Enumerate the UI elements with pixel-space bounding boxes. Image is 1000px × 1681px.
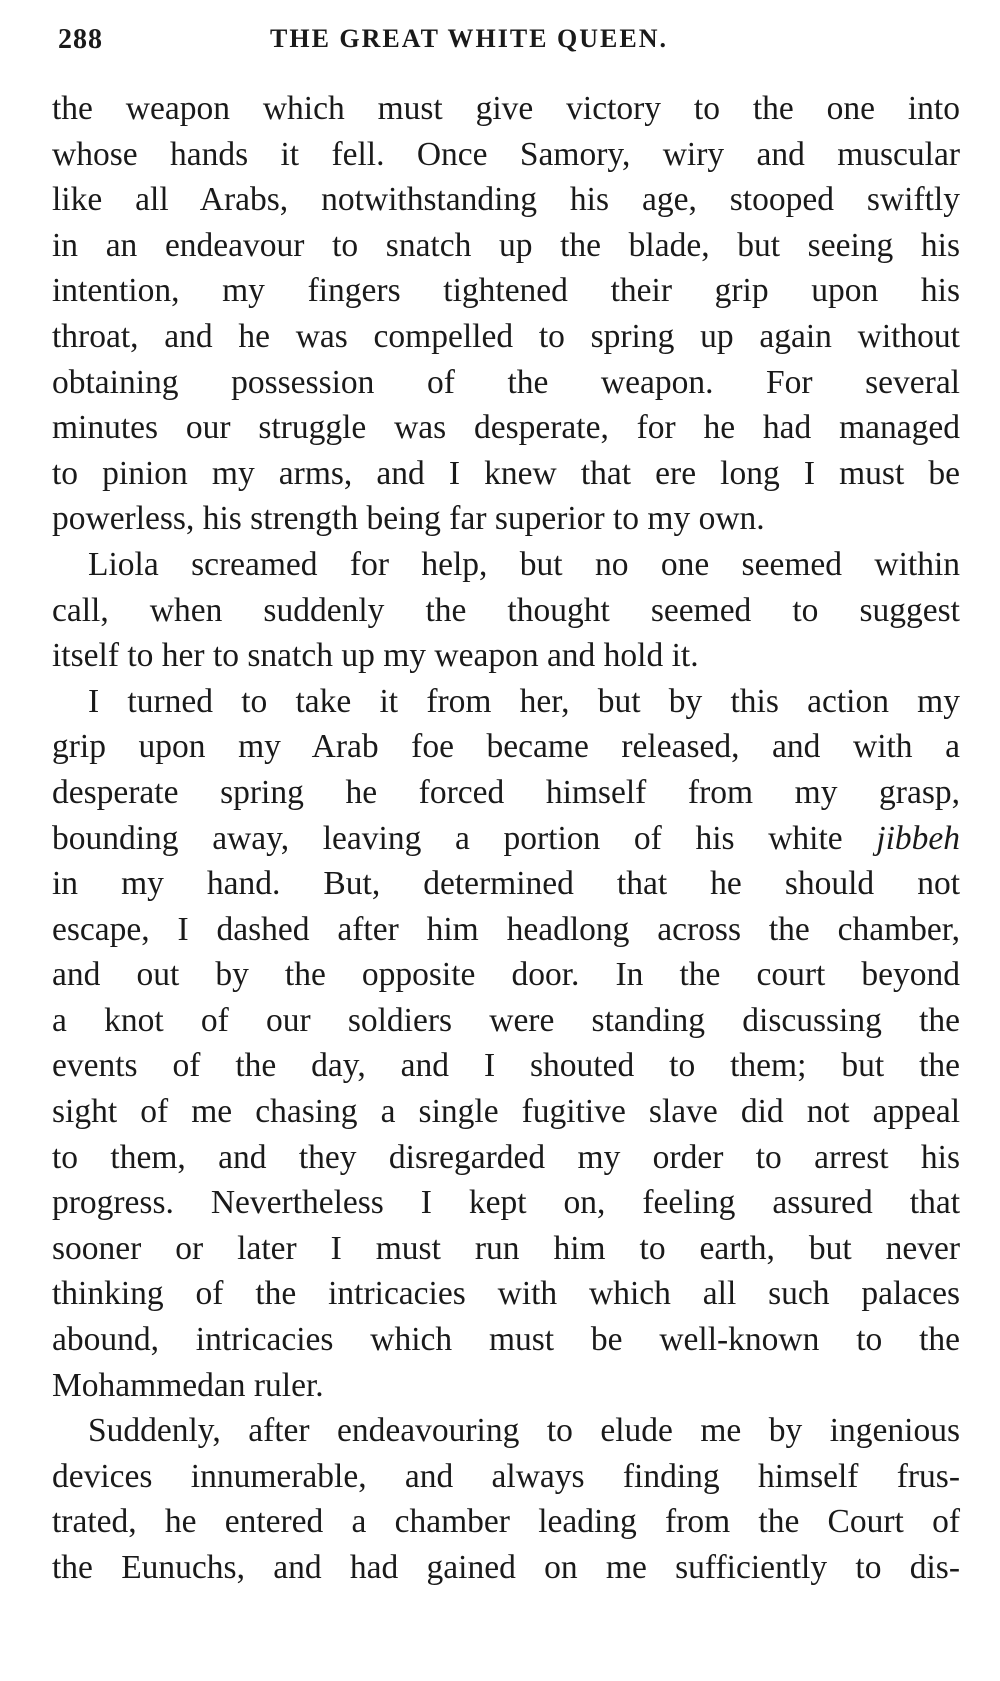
- text-line: itself to her to snatch up my weapon and hold it.: [52, 637, 699, 675]
- text-line: to them, and they disregarded my order to arrest his: [52, 1138, 960, 1176]
- text-line: escape, I dashed after him headlong across the chamber,: [52, 910, 960, 948]
- text-line: progress. Nevertheless I kept on, feeling assured that: [52, 1184, 960, 1222]
- text-line: minutes our struggle was desperate, for he had managed: [52, 409, 960, 447]
- italic-word: jibbeh: [876, 819, 961, 857]
- text-line: I turned to take it from her, but by this action my: [88, 682, 960, 720]
- paragraph-1: [52, 86, 960, 542]
- text-line: sooner or later I must run him to earth, but never: [52, 1229, 960, 1267]
- text-line: trated, he entered a chamber leading from the Court of: [52, 1503, 960, 1541]
- text-line: devices innumerable, and always finding himself frus-: [52, 1457, 960, 1495]
- paragraph-4: [52, 1408, 960, 1590]
- page-header: [52, 24, 950, 64]
- text-line: abound, intricacies which must be well-known to the: [52, 1321, 960, 1359]
- text-line: grip upon my Arab foe became released, and with a: [52, 728, 960, 766]
- text-line: call, when suddenly the thought seemed to suggest: [52, 591, 960, 629]
- text-line: sight of me chasing a single fugitive slave did not appeal: [52, 1093, 960, 1131]
- text-line: obtaining possession of the weapon. For several: [52, 363, 960, 401]
- paragraph-2: [52, 542, 960, 679]
- text-line: in my hand. But, determined that he should not: [52, 865, 960, 903]
- text-line: intention, my fingers tightened their grip upon his: [52, 272, 960, 310]
- page-number: 288: [58, 24, 103, 55]
- text-line: whose hands it fell. Once Samory, wiry and muscular: [52, 135, 960, 173]
- text-line: desperate spring he forced himself from my grasp,: [52, 773, 960, 811]
- text-line: throat, and he was compelled to spring up again without: [52, 317, 960, 355]
- body-text: [52, 86, 960, 1591]
- text-line: powerless, his strength being far superior to my own.: [52, 500, 765, 538]
- text-line: like all Arabs, notwithstanding his age, stooped swiftly: [52, 181, 960, 219]
- running-title: THE GREAT WHITE QUEEN.: [270, 24, 668, 53]
- text-line: and out by the opposite door. In the court beyond: [52, 956, 960, 994]
- text-line: a knot of our soldiers were standing discussing the: [52, 1001, 960, 1039]
- paragraph-3: [52, 679, 960, 1409]
- text-line: the weapon which must give victory to the one into: [52, 90, 960, 127]
- text-line: the Eunuchs, and had gained on me sufficiently to dis-: [52, 1549, 960, 1586]
- text-line: Liola screamed for help, but no one seemed within: [88, 545, 960, 583]
- text-line-with-italic: [52, 816, 960, 862]
- text-line: events of the day, and I shouted to them; but the: [52, 1047, 960, 1085]
- text-line: thinking of the intricacies with which all such palaces: [52, 1275, 960, 1313]
- text-line: Mohammedan ruler.: [52, 1366, 324, 1404]
- text-line: to pinion my arms, and I knew that ere long I must be: [52, 454, 960, 492]
- text-line-prefix: bounding away, leaving a portion of his white: [52, 819, 843, 857]
- text-line: Suddenly, after endeavouring to elude me by ingenious: [88, 1412, 960, 1450]
- text-line: in an endeavour to snatch up the blade, but seeing his: [52, 226, 960, 264]
